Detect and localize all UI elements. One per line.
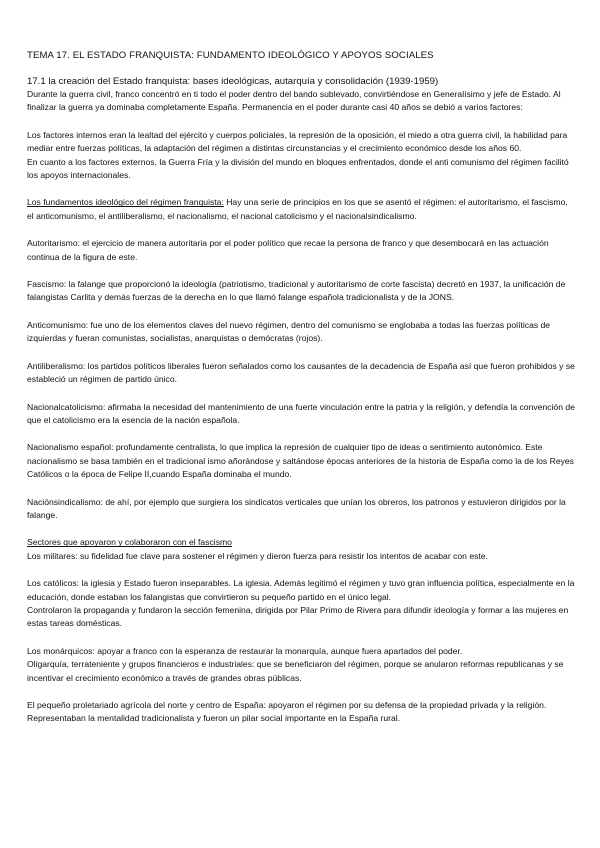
document-title: TEMA 17. EL ESTADO FRANQUISTA: FUNDAMENTO IDEOLÓGICO Y APOYOS SOCIALES [27,50,434,61]
paragraph: Los factores internos eran la lealtad del ejército y cuerpos policiales, la represión de la oposición, el miedo a otra guerra civil, la habilidad para mediar entre fuerzas políticas, la adaptación del régimen a distintas circunstancias y el crecimiento económico desde los años 60. [27,129,568,154]
paragraph [27,536,575,549]
paragraph: Naciónsindicalismo: de ahí, por ejemplo que surgiera los sindicatos verticales que unían los obreros, los patronos y estuvieron dirigidos por la falange. [27,496,566,520]
paragraph: Autoritarismo: el ejercicio de manera autoritaria por el poder político que recae la persona de franco y que desembocará en las actuación continua de la figura de este. [27,238,549,262]
paragraph: Los militares: su fidelidad fue clave para sostener el régimen y dieron fuerza para resistir los intentos de acabar con este. [27,550,488,561]
paragraph [27,196,575,223]
paragraph: Los monárquicos: apoyar a franco con la esperanza de restaurar la monarquía, aunque fuera apartados del poder. [27,645,463,656]
paragraph: Oligarquía, terrateniente y grupos financieros e industriales: que se beneficiaron del régimen, porque se anularon reformas republicanas y se incentivar el crecimiento económico a través de grandes obras públicas. [27,659,564,683]
paragraph: Fascismo: la falange que proporcionó la ideología (patriotismo, tradicional y autoritarismo de corte fascista) decretó en 1937, la unificación de falangistas Carlita y demás fuerzas de la derecha en lo que llamó falange española tradicionalista y de la JONS. [27,279,566,303]
paragraph: El pequeño proletariado agrícola del norte y centro de España: apoyaron el régimen por su defensa de la propiedad privada y la religión. Representaban la mentalidad tradicionalista y fueron un pilar social importante en la España rural. [27,700,547,724]
paragraph: Durante la guerra civil, franco concentró en ti todo el poder dentro del bando sublevado, convirtiéndose en Generalísimo y jefe de Estado. Al finalizar la guerra ya dominaba completamente España. Permanencia en el poder durante casi 40 años se debió a varios factores: [27,89,561,113]
section-heading: 17.1 la creación del Estado franquista: bases ideológicas, autarquía y consolidación (1939-1959) [27,76,439,87]
paragraph: Anticomunismo: fue uno de los elementos claves del nuevo régimen, dentro del comunismo se englobaba a todas las fuerzas políticas de izquierdas y fueran comunistas, socialistas, anarquistas o demócratas (rojos). [27,319,551,344]
section-heading: Sectores que apoyaron y colaboraron con el fascismo [27,537,232,548]
paragraph: Nacionalcatolicismo: afirmaba la necesidad del mantenimiento de una fuerte vinculación entre la patria y la religión, y defendía la convención de que el catolicismo era la esencia de la nación española. [27,401,575,425]
paragraph: En cuanto a los factores externos, la Guerra Fría y la división del mundo en bloques enfrentados, donde el anti comunismo del régimen facilitó los apoyos internacionales. [27,156,569,181]
paragraph: Nacionalismo español: profundamente centralista, lo que implica la represión de cualquier tipo de ideas o sentimiento autonómico. Este nacionalismo se basa también en el tradicional ismo añorándose y saltándose épocas anteriores de la historia de España como la de los Reyes Católicos o la época de Felipe II,cuando España dominaba el mundo. [27,442,574,480]
paragraph: Antiliberalismo: los partidos políticos liberales fueron señalados como los causantes de la decadencia de España así que fueron prohibidos y se estableció un régimen de partido único. [27,360,575,385]
document-page [27,50,575,726]
section-heading: Los fundamentos ideológico del régimen franquista: [27,197,224,208]
paragraph-text: Hay una serie de principios en los que se asentó el régimen: el autoritarismo, el fascismo, el anticomunismo, el antiliberalismo, el nacionalismo, el nacional catolicismo y el nacionalsindicalismo. [27,197,568,221]
paragraph: Los católicos: la iglesia y Estado fueron inseparables. La iglesia. Además legitimó el régimen y tuvo gran influencia política, especialmente en la educación, donde estaban los falangistas que convirtieron su pequeño partido en el único legal. [27,578,575,602]
paragraph: Controlaron la propaganda y fundaron la sección femenina, dirigida por Pilar Primo de Rivera para difundir ideología y formar a las mujeres en estas tareas domésticas. [27,604,569,629]
